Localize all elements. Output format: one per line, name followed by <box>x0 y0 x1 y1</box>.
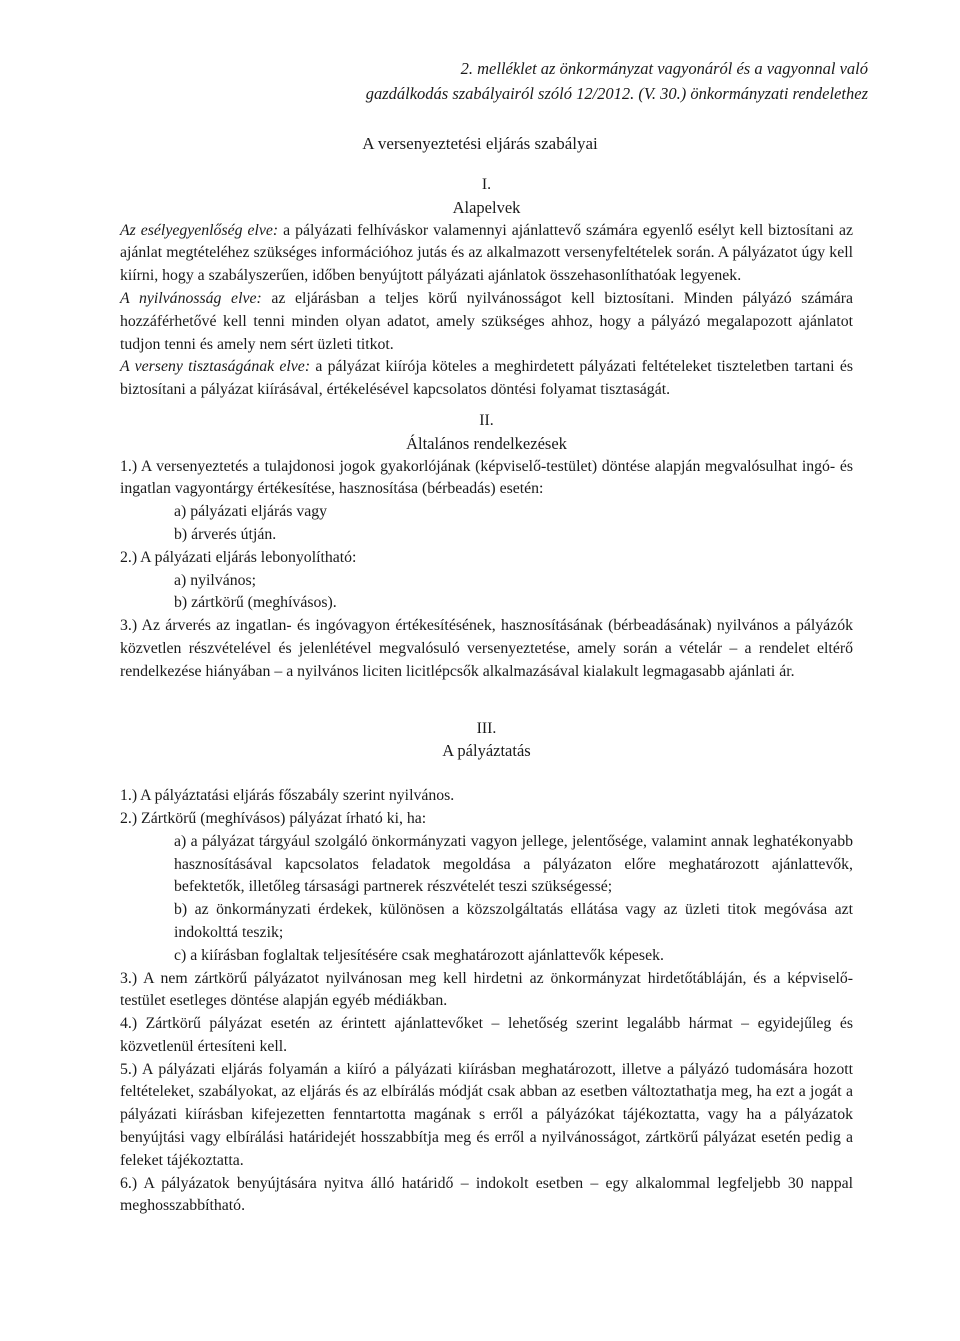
list-subitem: a) pályázati eljárás vagy <box>174 503 328 521</box>
list-item: 5.) A pályázati eljárás folyamán a kiíró a pályázati kiírásban meghatározott, illetve a pályázó tudomására hozott feltételeket, szabályokat, az eljárás és az elbírálás módját csak abban az esetben változtathatja meg, ha ezt a jogát a pályázati kiírásban kifejezetten fenntartotta magának s erről a pályázókat tájékoztatta, vagy ha a pályázatok benyújtási vagy elbírálási határidejét hosszabbítja meg és erről a nyilvánosságot, zártkörű pályázat esetén pedig a feleket tájékoztatta. <box>120 1060 853 1169</box>
principle-text: a pályázat kiírója köteles a meghirdetett pályázati feltételeket tiszteletben tartani és biztosítani a pályázat kiírásával, értékelésével kapcsolatos döntési folyamat tisztaságát. <box>120 358 853 399</box>
section-3-title: A pályáztatás <box>442 741 531 761</box>
section-1-number: I. <box>481 176 492 193</box>
section-1-title: Alapelvek <box>452 197 521 217</box>
list-item: 3.) A nem zártkörű pályázatot nyilvánosan meg kell hirdetni az önkormányzat hirdetőtábláján, és a képviselő-testület esetleges döntése alapján egyéb médiákban. <box>120 969 853 1010</box>
list-item: 2.) A pályázati eljárás lebonyolítható: <box>120 548 357 566</box>
list-subitem: b) árverés útján. <box>174 525 277 543</box>
list-item: 3.) Az árverés az ingatlan- és ingóvagyon értékesítésének, hasznosításának (bérbeadásának) nyilvános a pályázók közvetlen részvételével és jelenlétével megvalósuló versenyeztetése, amely során a vételár – a rendelet eltérő rendelkezése hiányában – a nyilvános liciten licitlépcsők alkalmazásával kialakult legmagasabb ajánlati ár. <box>120 617 853 680</box>
section-2-title: Általános rendelkezések <box>406 433 567 453</box>
list-subitem: a) a pályázat tárgyául szolgáló önkormányzati vagyon jellege, jelentősége, valamint annak leghatékonyabb hasznosításával kapcsolatos feladatok megoldása a pályázaton előre meghatározott ajánlattevők, befektetők, illetőleg társasági partnerek részvételét teszi szükségessé; <box>174 832 853 896</box>
principle-text: az eljárásban a teljes körű nyilvánosságot kell biztosítani. Minden pályázó számára hozzáférhetővé kell tenni minden olyan adatot, amely szükséges ahhoz, hogy a pályázó megalapozott ajánlatot tudjon tenni és amely nem sért üzleti titkot. <box>120 289 853 353</box>
principle-publicity <box>120 288 853 356</box>
section-3-number: III. <box>476 719 497 737</box>
list-item: 1.) A versenyeztetés a tulajdonosi jogok gyakorlójának (képviselő-testület) döntése alapján megvalósulhat ingó- és ingatlan vagyontárgy értékesítése, hasznosítása (bérbeadás) esetén: <box>120 457 853 498</box>
principle-lead: A verseny tisztaságának elve: <box>120 358 311 376</box>
list-item: 2.) Zártkörű (meghívásos) pályázat írható ki, ha: <box>120 809 427 827</box>
principle-lead: A nyilvánosság elve: <box>120 289 262 307</box>
list-item: 1.) A pályáztatási eljárás főszabály szerint nyilvános. <box>120 787 455 805</box>
list-item: 6.) A pályázatok benyújtására nyitva álló határidő – indokolt esetben – egy alkalommal legfeljebb 30 nappal meghosszabbítható. <box>120 1174 853 1215</box>
list-subitem: c) a kiírásban foglaltak teljesítésére csak meghatározott ajánlattevők képesek. <box>174 946 664 964</box>
principle-lead: Az esélyegyenlőség elve: <box>120 221 279 239</box>
list-subitem: a) nyilvános; <box>174 571 257 589</box>
annex-header-line-2: gazdálkodás szabályairól szóló 12/2012. (V. 30.) önkormányzati rendelethez <box>365 84 868 103</box>
document-body <box>120 174 853 1218</box>
list-item: 4.) Zártkörű pályázat esetén az érintett ajánlattevőket – lehetőség szerint legalább hármat – egyidejűleg és közvetlenül értesíteni kell. <box>120 1015 853 1055</box>
annex-header <box>348 56 868 106</box>
annex-header-line-1: 2. melléklet az önkormányzat vagyonáról és a vagyonnal való <box>460 59 868 78</box>
list-subitem: b) az önkormányzati érdekek, különösen a közszolgáltatás ellátása vagy az üzleti titok megóvása azt indokolttá teszik; <box>174 901 853 941</box>
principle-text: a pályázati felhíváskor valamennyi ajánlattevő számára egyenlő esélyt kell biztosítani az ajánlat megtételéhez szükséges információhoz jutás és az alkalmazott versenyfeltételek során. A pályázatot úgy kell kiírni, hogy a szabályszerűen, időben benyújtott pályázati ajánlatok összehasonlíthatóak legyenek. <box>120 221 853 285</box>
principle-equal-opportunity <box>120 220 853 288</box>
list-subitem: b) zártkörű (meghívásos). <box>174 594 337 612</box>
document-title: A versenyeztetési eljárás szabályai <box>362 134 598 153</box>
section-2-number: II. <box>479 411 494 429</box>
principle-fair-competition <box>120 356 853 402</box>
